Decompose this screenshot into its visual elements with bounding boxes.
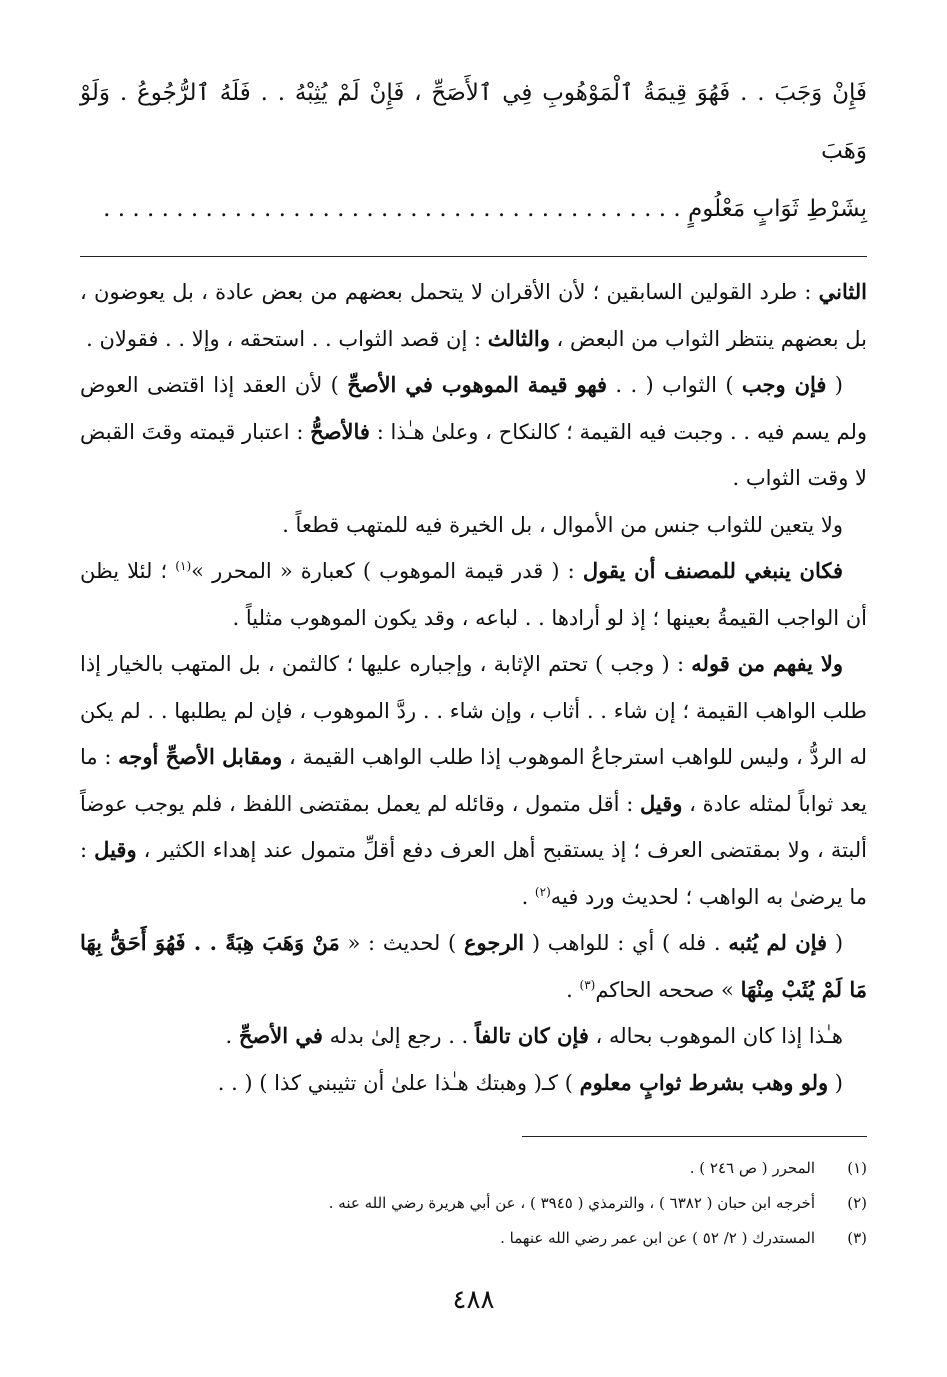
text-run: : إن قصد الثواب . . استحقه ، وإلا . . فقولان . [86,326,488,351]
text-run: : ما يرضىٰ به الواهب ؛ لحديث ورد فيه [80,838,867,909]
text-run: . فله ) أي : للواهب ( [524,931,729,955]
bold-term: وقيل [640,790,683,816]
text-run: ) الثواب ( . . [607,373,742,397]
footnote [80,1221,867,1256]
text-run: . [521,884,535,909]
text-run: : ( قدر قيمة الموهوب ) كعبارة « المحرر » [191,559,583,583]
text-run: ؛ لئلا يظن أن الواجب القيمةُ بعينها ؛ إذ لو أرادها . . لباعه ، وقد يكون الموهوب مثلياً . [80,559,867,630]
footnote-ref: (٣) [579,977,596,992]
bold-term: فهو قيمة الموهوب في الأصحِّ [347,372,608,397]
matn-line: بِشَرْطِ ثَوَابٍ مَعْلُومٍ . . . . . . . . . . . . . . . . . . . . . . . . . . . . . . . . . . . . . . . . [103,196,867,222]
paragraph [80,641,867,920]
text-run: ( [828,1070,843,1095]
bold-term: ولو وهب بشرط ثوابٍ معلوم [579,1069,829,1095]
text-run: . [225,1024,239,1048]
bold-term: فكان ينبغي للمصنف أن يقول [582,558,843,583]
text-run: : ما يعد ثواباً لمثله عادة ، [80,745,867,816]
page-number: ٤٨٨ [452,1285,495,1315]
footnote [80,1186,867,1221]
text-run: ) لحديث : « [339,931,464,955]
footnote-text: أخرجه ابن حبان ( ٦٣٨٢ ) ، والترمذي ( ٣٩٤٥ ) ، عن أبي هريرة رضي الله عنه . [328,1194,815,1212]
text-run: ) كـ( وهبتك هـٰذا علىٰ أن تثيبني كذا ) ( . . [217,1070,580,1095]
text-run: ) لأن العقد إذا اقتضى العوض ولم يسم فيه . . وجبت فيه القيمة ؛ كالنكاح ، وعلىٰ هـٰذا : [80,373,867,444]
footnote-separator [522,1136,867,1137]
paragraph [80,269,867,362]
paragraph [80,548,867,641]
footnote-ref: (١) [175,559,192,573]
text-run: . . رجع إلىٰ بدله [322,1024,475,1048]
text-run: ( [827,931,844,955]
bold-term: ومقابل الأصحِّ أوجه [118,744,283,769]
footnote-number: (١) [847,1159,867,1177]
matn-text [80,64,867,238]
text-run: » صححه الحاكم [595,977,741,1002]
bold-term: والثالث [487,325,550,351]
text-run: . [566,977,580,1002]
commentary-text [80,269,867,1106]
footnote [80,1151,867,1186]
text-run: : اعتبار قيمته وقتَ القبض لا وقت الثواب . [80,419,867,490]
footnotes [80,1151,867,1256]
bold-term: في الأصحِّ [238,1023,323,1048]
top-separator [80,256,867,257]
bold-term: الثاني [818,279,867,304]
footnote-number: (٢) [847,1194,867,1212]
paragraph [80,1013,867,1060]
bold-term: ولا يفهم من قوله [691,651,843,676]
bold-term: وقيل [94,837,137,862]
text-run: ( [826,373,844,397]
bold-term: فإن لم يُثبه [728,930,828,955]
paragraph [80,1060,867,1107]
paragraph: ولا يتعين للثواب جنس من الأموال ، بل الخيرة فيه للمتهب قطعاً . [282,512,843,537]
hadith-quote: مَنْ وَهَبَ هِبَةً . . فَهُوَ أَحَقُّ بِهَا مَا لَمْ يُثَبْ مِنْهَا [80,930,867,1002]
text-run: : ( وجب ) تحتم الإثابة ، وإجباره عليها ؛ كالثمن ، بل المتهب بالخيار إذا طلب الواهب القيمة ؛ إن شاء . . أثاب ، وإن شاء . . ردَّ الموهوب ، فإن لم يطلبها . . لم يكن له الردُّ ، وليس للواهب استرجاعُ الموهوب إذا طلب الواهب القيمة ، [80,652,867,769]
matn-line: فَإِنْ وَجَبَ . . فَهُوَ قِيمَةُ ٱلْمَوْهُوبِ فِي ٱلأَصَحِّ ، فَإِنْ لَمْ يُثِبْهُ . . فَلَهُ ٱلرُّجُوعُ . وَلَوْ وَهَبَ [80,80,867,164]
bold-term: فإن كان تالفاً [474,1023,589,1048]
footnote-ref: (٢) [534,884,551,899]
text-run: : طرد القولين السابقين ؛ لأن الأقران لا يتحمل بعضهم من بعض عادة ، بل يعوضون ، بل بعضهم ينتظر الثواب من البعض ، [80,280,867,351]
bold-term: فالأصحُّ [310,418,370,444]
bold-term: الرجوع [463,930,525,955]
footnote-text: المحرر ( ص ٢٤٦ ) . [689,1159,815,1177]
footnote-text: المستدرك ( ٢/ ٥٢ ) عن ابن عمر رضي الله عنهما . [500,1229,815,1247]
paragraph [80,362,867,502]
paragraph [80,920,867,1013]
bold-term: فإن وجب [741,372,827,397]
footnote-number: (٣) [847,1229,867,1247]
text-run: : أقل متمول ، وقائله لم يعمل بمقتضى اللفظ ، فلم يوجب عوضاً ألبتة ، ولا بمقتضى العرف ؛ إذ يستقبح أهل العرف دفع أقلِّ متمول عند إهداء الكثير ، [80,791,867,862]
text-run: هـٰذا إذا كان الموهوب بحاله ، [588,1024,843,1048]
